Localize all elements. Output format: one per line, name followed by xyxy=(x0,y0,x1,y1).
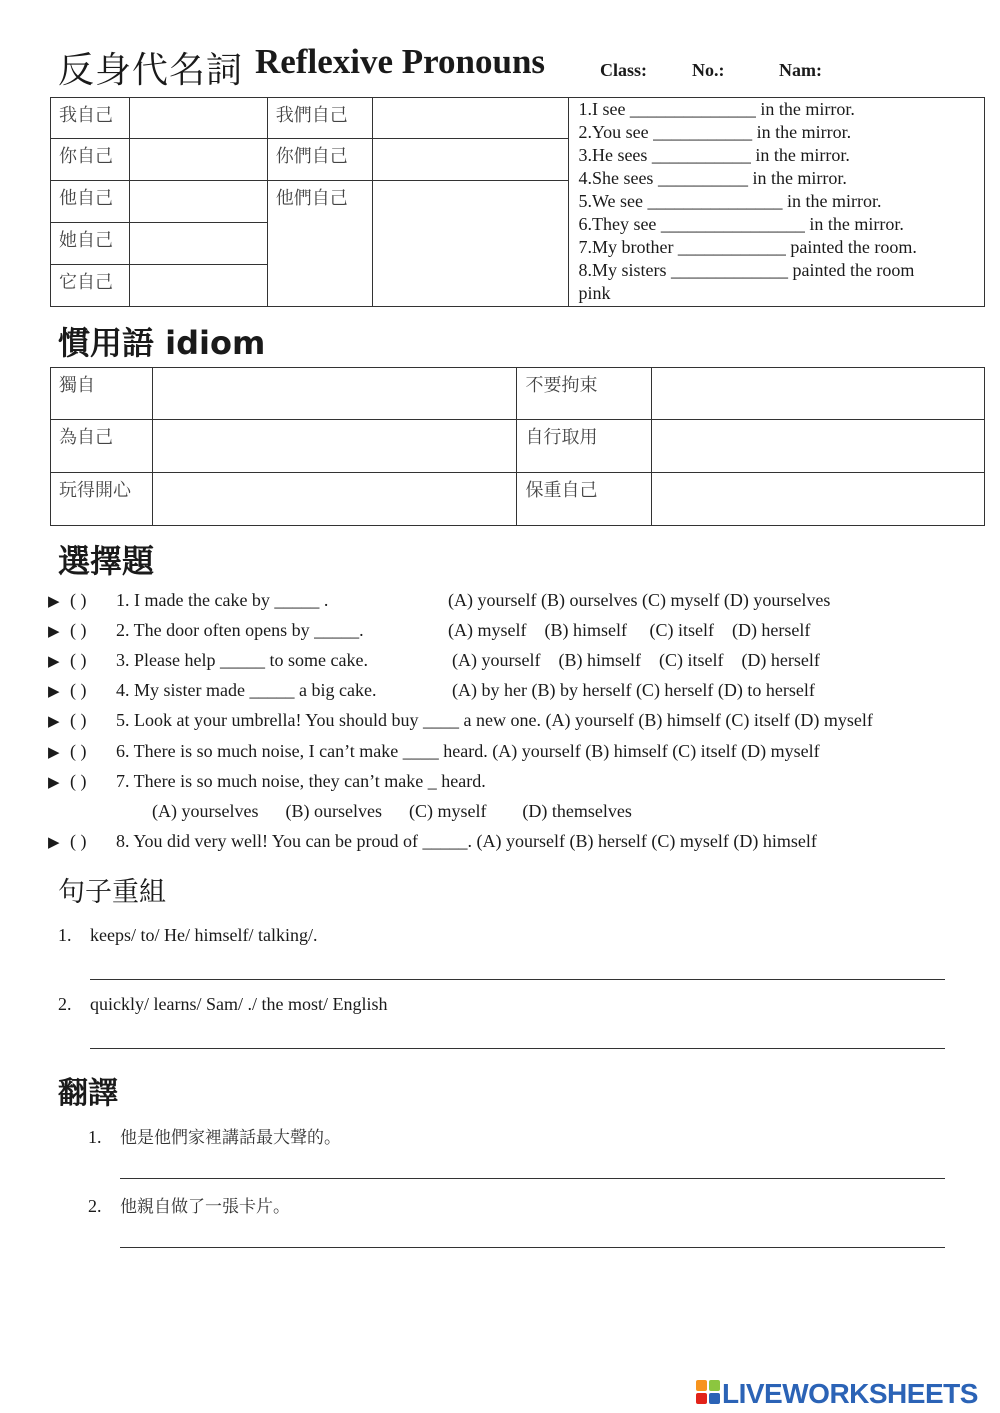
class-label: Class: xyxy=(600,60,648,80)
answer-blank[interactable]: ( ) xyxy=(70,680,87,700)
mcq-item xyxy=(48,680,376,701)
answer-line[interactable] xyxy=(90,979,945,980)
answer-blank[interactable]: ( ) xyxy=(70,771,87,791)
pronoun-answer-cell[interactable] xyxy=(129,139,267,181)
fill-in-item: 7.My brother ____________ painted the room. xyxy=(578,237,917,257)
logo-blocks-icon xyxy=(696,1380,720,1406)
question-options: (A) yourselves (B) ourselves (C) myself (D) themselves xyxy=(152,801,632,821)
logo-text: LIVEWORKSHEETS xyxy=(722,1378,978,1409)
translate-item xyxy=(88,1192,290,1217)
pronoun-label-cell: 我們自己 xyxy=(267,98,372,139)
mcq-item xyxy=(48,650,368,671)
item-text: keeps/ to/ He/ himself/ talking/. xyxy=(90,925,318,945)
fill-in-item: 1.I see ______________ in the mirror. xyxy=(578,99,855,119)
question-stem: 7. There is so much noise, they can’t make _ heard. xyxy=(116,771,486,791)
question-options: (A) by her (B) by herself (C) herself (D) to herself xyxy=(452,680,815,700)
question-options: (A) myself (B) himself (C) itself (D) herself xyxy=(448,620,811,640)
translate-title: 翻譯 xyxy=(58,1076,118,1111)
question-options: (A) yourself (B) himself (C) itself (D) herself xyxy=(452,650,820,670)
answer-line[interactable] xyxy=(90,1048,945,1049)
pronoun-answer-cell[interactable] xyxy=(372,98,569,139)
pronoun-answer-cell[interactable] xyxy=(129,98,267,139)
idiom-label-cell: 獨自 xyxy=(51,368,153,420)
mcq-item xyxy=(48,771,486,792)
item-text: 他是他們家裡講話最大聲的。 xyxy=(120,1128,341,1148)
idiom-answer-cell[interactable] xyxy=(152,368,517,420)
idiom-answer-cell[interactable] xyxy=(652,420,985,473)
idiom-label-cell: 不要拘束 xyxy=(517,368,652,420)
idiom-answer-cell[interactable] xyxy=(152,420,517,473)
answer-blank[interactable]: ( ) xyxy=(70,710,87,730)
pronoun-table xyxy=(50,97,985,307)
idiom-answer-cell[interactable] xyxy=(652,368,985,420)
item-text: quickly/ learns/ Sam/ ./ the most/ English xyxy=(90,994,388,1014)
pronoun-label-cell: 他自己 xyxy=(51,181,130,223)
pronoun-label-cell: 你自己 xyxy=(51,139,130,181)
fill-in-item: 8.My sisters _____________ painted the room xyxy=(578,260,915,280)
idiom-label-cell: 保重自己 xyxy=(517,473,652,526)
arrow-icon: ▶ xyxy=(48,682,60,700)
answer-line[interactable] xyxy=(120,1247,945,1248)
reorder-title: 句子重組 xyxy=(58,877,166,908)
question-options: (A) yourself (B) ourselves (C) myself (D) yourselves xyxy=(448,590,831,610)
item-text: 他親自做了一張卡片。 xyxy=(120,1197,290,1217)
answer-blank[interactable]: ( ) xyxy=(70,741,87,761)
question-stem: 3. Please help _____ to some cake. xyxy=(116,650,368,670)
pronoun-answer-cell[interactable] xyxy=(372,139,569,181)
pronoun-answer-cell[interactable] xyxy=(129,181,267,223)
pronoun-answer-cell[interactable] xyxy=(129,223,267,265)
arrow-icon: ▶ xyxy=(48,592,60,610)
item-number: 2. xyxy=(88,1196,102,1216)
mcq-item xyxy=(48,710,873,731)
idiom-label-cell: 玩得開心 xyxy=(51,473,153,526)
answer-blank[interactable]: ( ) xyxy=(70,650,87,670)
fill-in-item: pink xyxy=(578,283,611,303)
question-stem: 6. There is so much noise, I can’t make ____ heard. (A) yourself (B) himself (C) itself (D) myself xyxy=(116,741,820,761)
pronoun-label-cell: 我自己 xyxy=(51,98,130,139)
question-stem: 4. My sister made _____ a big cake. xyxy=(116,680,377,700)
pronoun-label-cell: 她自己 xyxy=(51,223,130,265)
pronoun-answer-cell[interactable] xyxy=(372,181,569,307)
pronoun-answer-cell[interactable] xyxy=(129,265,267,307)
fill-in-item: 4.She sees __________ in the mirror. xyxy=(578,168,847,188)
question-stem: 2. The door often opens by _____. xyxy=(116,620,364,640)
item-number: 1. xyxy=(88,1127,102,1147)
pronoun-label-cell: 他們自己 xyxy=(267,181,372,307)
mcq-item xyxy=(48,620,364,641)
idiom-label-cell: 自行取用 xyxy=(517,420,652,473)
arrow-icon: ▶ xyxy=(48,833,60,851)
answer-blank[interactable]: ( ) xyxy=(70,831,87,851)
item-number: 1. xyxy=(58,925,72,945)
answer-blank[interactable]: ( ) xyxy=(70,590,87,610)
fill-in-item: 3.He sees ___________ in the mirror. xyxy=(578,145,850,165)
arrow-icon: ▶ xyxy=(48,622,60,640)
fill-in-item: 5.We see _______________ in the mirror. xyxy=(578,191,882,211)
answer-line[interactable] xyxy=(120,1178,945,1179)
reorder-item xyxy=(58,925,317,946)
question-stem: 5. Look at your umbrella! You should buy ____ a new one. (A) yourself (B) himself (C) itself (D) myself xyxy=(116,710,873,730)
mcq-item xyxy=(48,831,817,852)
mcq-item xyxy=(48,741,820,762)
pronoun-label-cell: 你們自己 xyxy=(267,139,372,181)
item-number: 2. xyxy=(58,994,72,1014)
mcq-item xyxy=(48,590,328,611)
fill-in-item: 2.You see ___________ in the mirror. xyxy=(578,122,852,142)
number-label: No.: xyxy=(692,60,725,80)
translate-item xyxy=(88,1123,341,1148)
idiom-label-cell: 為自己 xyxy=(51,420,153,473)
title-chinese: 反身代名詞 xyxy=(58,50,244,91)
arrow-icon: ▶ xyxy=(48,712,60,730)
idiom-answer-cell[interactable] xyxy=(152,473,517,526)
question-stem: 8. You did very well! You can be proud of _____. (A) yourself (B) herself (C) myself (D) himself xyxy=(116,831,817,851)
name-label: Nam: xyxy=(779,60,822,80)
idiom-title: 慣用語 idiom xyxy=(58,324,266,362)
answer-blank[interactable]: ( ) xyxy=(70,620,87,640)
pronoun-label-cell: 它自己 xyxy=(51,265,130,307)
reorder-item xyxy=(58,994,387,1015)
idiom-answer-cell[interactable] xyxy=(652,473,985,526)
idiom-table xyxy=(50,367,985,526)
arrow-icon: ▶ xyxy=(48,773,60,791)
fill-in-panel xyxy=(569,98,985,307)
arrow-icon: ▶ xyxy=(48,652,60,670)
question-stem: 1. I made the cake by _____ . xyxy=(116,590,329,610)
title-english: Reflexive Pronouns xyxy=(255,42,546,81)
fill-in-item: 6.They see ________________ in the mirror. xyxy=(578,214,904,234)
mcq-title: 選擇題 xyxy=(58,542,155,580)
arrow-icon: ▶ xyxy=(48,743,60,761)
